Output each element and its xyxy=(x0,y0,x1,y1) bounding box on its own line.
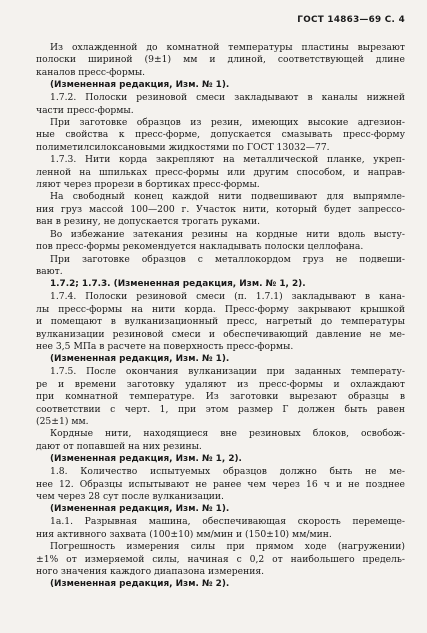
text-line: пов пресс-формы рекомендуется накладывать полоски целлофана. xyxy=(36,241,364,253)
text-line: (Измененная редакция, Изм. № 1). xyxy=(50,504,230,515)
text-line: и помещают в вулканизационный пресс, нагретый до температуры xyxy=(36,316,405,328)
text-line: Погрешность измерения силы при прямом ходе (нагружении) xyxy=(50,541,405,553)
paragraph xyxy=(36,291,405,353)
text-line: лы пресс-формы на нити корда. Пресс-форму закрывают крышкой xyxy=(36,303,405,315)
paragraph xyxy=(36,366,405,428)
text-line: ния груз массой 100—200 г. Участок нити, который будет запрессо- xyxy=(36,203,405,215)
revision-note xyxy=(36,79,405,92)
text-line: 1.7.2. Полоски резиновой смеси закладывают в каналы нижней xyxy=(50,92,405,104)
paragraph xyxy=(36,254,405,279)
text-line: нее 3,5 МПа в расчете на поверхность пресс-формы. xyxy=(36,340,294,352)
text-line: (Измененная редакция, Изм. № 1). xyxy=(50,80,230,91)
text-line: полоски шириной (9±1) мм и длиной, соответствующей длине xyxy=(36,54,405,66)
text-line: 1.7.5. После окончания вулканизации при заданных температу- xyxy=(50,366,405,378)
text-line: 1а.1. Разрывная машина, обеспечивающая скорость перемеще- xyxy=(50,516,405,528)
text-line: ного значения каждого диапазона измерения. xyxy=(36,566,265,578)
paragraph xyxy=(36,42,405,79)
paragraph xyxy=(36,92,405,117)
text-line: На свободный конец каждой нити подвешивают для выпрямле- xyxy=(50,191,405,203)
text-line: При заготовке образцов с металлокордом груз не подвеши- xyxy=(50,253,405,265)
revision-note xyxy=(36,353,405,366)
text-line: вулканизации резиновой смеси и обеспечивающий давление не ме- xyxy=(36,328,405,340)
revision-note xyxy=(36,503,405,516)
text-line: части пресс-формы. xyxy=(36,104,134,116)
text-line: при комнатной температуре. Из заготовки вырезают образцы в xyxy=(36,391,405,403)
text-line: Кордные нити, находящиеся вне резиновых блоков, освобож- xyxy=(50,428,405,440)
text-line: ре и времени заготовку удаляют из пресс-формы и охлаждают xyxy=(36,378,405,390)
text-line: (Измененная редакция, Изм. № 1). xyxy=(50,354,230,365)
text-line: 1.7.3. Нити корда закрепляют на металлической планке, укреп- xyxy=(50,154,405,166)
text-line: вают. xyxy=(36,265,63,277)
text-line: Из охлажденной до комнатной температуры пластины вырезают xyxy=(50,42,405,53)
text-line: (Измененная редакция, Изм. № 2). xyxy=(50,579,230,590)
text-line: ван в резину, не допускается трогать руками. xyxy=(36,216,261,228)
text-line: ния активного захвата (100±10) мм/мин и (150±10) мм/мин. xyxy=(36,528,332,540)
text-line: (25±1) мм. xyxy=(36,415,89,427)
paragraph xyxy=(36,229,405,254)
paragraph xyxy=(36,191,405,228)
paragraph xyxy=(36,428,405,453)
text-line: каналов пресс-формы. xyxy=(36,66,146,78)
text-line: дают от попавшей на них резины. xyxy=(36,440,202,452)
text-line: нее 12. Образцы испытывают не ранее чем через 16 ч и не позднее xyxy=(36,478,405,490)
text-line: ные свойства к пресс-форме, допускается смазывать пресс-форму xyxy=(36,129,405,141)
text-line: 1.7.4. Полоски резиновой смеси (п. 1.7.1) закладывают в кана- xyxy=(50,291,405,303)
text-line: Во избежание затекания резины на кордные нити вдоль высту- xyxy=(50,228,405,240)
document-body xyxy=(36,42,405,591)
text-line: ленной на шпильках пресс-формы или другим способом, и направ- xyxy=(36,166,405,178)
text-line: полиметилсилоксановыми жидкостями по ГОСТ 13032—77. xyxy=(36,141,330,153)
revision-note xyxy=(36,453,405,466)
paragraph xyxy=(36,466,405,503)
text-line: соответствии с черт. 1, при этом размер Г должен быть равен xyxy=(36,403,405,415)
text-line: 1.7.2; 1.7.3. (Измененная редакция, Изм. № 1, 2). xyxy=(50,279,306,290)
page-header: ГОСТ 14863—69 С. 4 xyxy=(297,15,405,25)
revision-note xyxy=(36,278,405,291)
text-line: чем через 28 сут после вулканизации. xyxy=(36,491,224,502)
text-line: При заготовке образцов из резин, имеющих высокие адгезион- xyxy=(50,117,405,129)
text-line: ±1% от измеряемой силы, начиная с 0,2 от наибольшего предель- xyxy=(36,553,405,565)
paragraph xyxy=(36,154,405,191)
paragraph xyxy=(36,117,405,154)
text-line: 1.8. Количество испытуемых образцов должно быть не ме- xyxy=(50,466,405,478)
paragraph xyxy=(36,516,405,541)
revision-note xyxy=(36,578,405,591)
text-line: ляют через прорези в бортиках пресс-формы. xyxy=(36,179,260,191)
paragraph xyxy=(36,541,405,578)
text-line: (Измененная редакция, Изм. № 1, 2). xyxy=(50,454,242,465)
